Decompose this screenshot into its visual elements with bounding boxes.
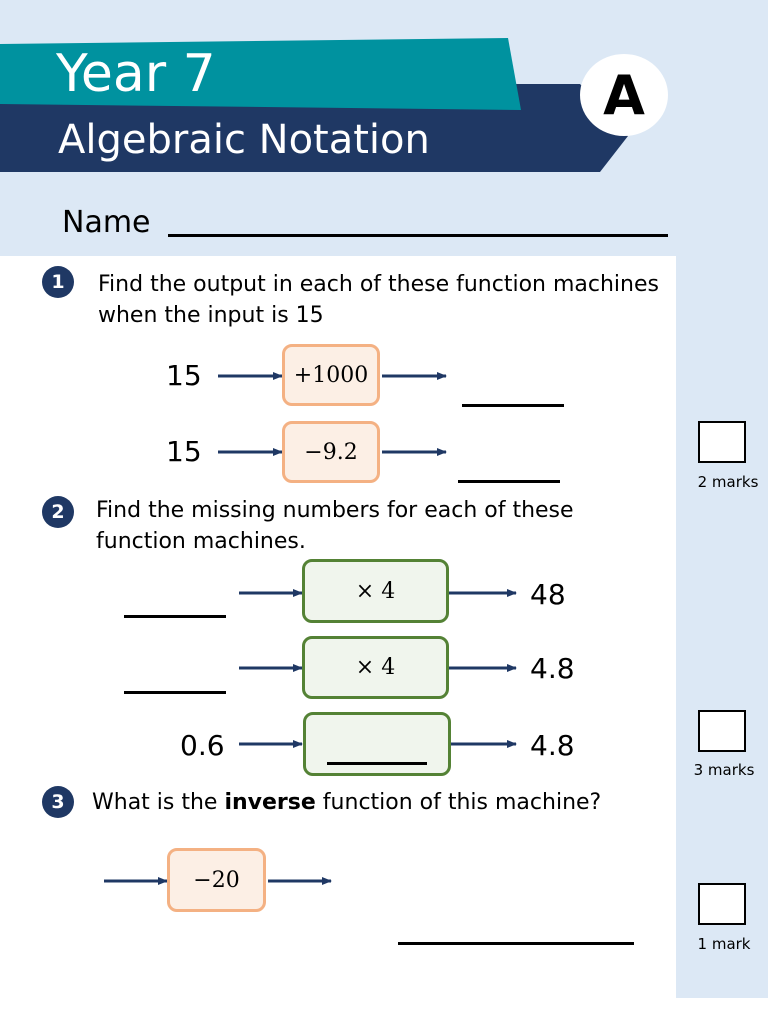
q2-m1-input-answer-line[interactable] — [124, 615, 226, 618]
q1-m1-operation-box: +1000 — [282, 344, 380, 406]
q1-m2-input: 15 — [166, 435, 202, 468]
name-input-line[interactable] — [168, 234, 668, 237]
q2-m2-operation-box: × 4 — [302, 636, 449, 699]
q1-marks-label: 2 marks — [697, 473, 759, 491]
q3-marks-label: 1 mark — [697, 935, 751, 953]
q1-m1-answer-line[interactable] — [462, 404, 564, 407]
page-title: Year 7 — [56, 44, 216, 104]
question-2-number: 2 — [42, 496, 74, 528]
question-2-text-line2: function machines. — [96, 529, 306, 554]
q3-operation-box: −20 — [167, 848, 266, 912]
q2-m1-output: 48 — [530, 578, 566, 611]
question-3-text-after: function of this machine? — [315, 790, 602, 815]
q1-m1-input: 15 — [166, 359, 202, 392]
question-1-number: 1 — [42, 266, 74, 298]
version-badge: A — [580, 54, 668, 136]
q2-m3-operation-answer-line[interactable] — [327, 762, 427, 765]
question-3-text — [92, 787, 601, 818]
q3-mark-box[interactable] — [698, 883, 746, 925]
question-1-text-line1: Find the output in each of these function machines — [98, 272, 659, 297]
question-3-text-bold: inverse — [224, 790, 316, 815]
question-3-number: 3 — [42, 786, 74, 818]
question-1-text-line2: when the input is 15 — [98, 303, 324, 328]
name-label: Name — [62, 205, 151, 240]
question-2-text-line1: Find the missing numbers for each of these — [96, 498, 574, 523]
q3-answer-line[interactable] — [398, 942, 634, 945]
q1-m2-operation-box: −9.2 — [282, 421, 380, 483]
q1-m2-answer-line[interactable] — [458, 480, 560, 483]
q2-m2-output: 4.8 — [530, 652, 575, 685]
q2-m3-operation-box — [303, 712, 451, 776]
q2-m3-output: 4.8 — [530, 729, 575, 762]
q1-mark-box[interactable] — [698, 421, 746, 463]
question-3-text-before: What is the — [92, 790, 225, 815]
q2-marks-label: 3 marks — [693, 761, 755, 779]
q2-m2-input-answer-line[interactable] — [124, 691, 226, 694]
q2-mark-box[interactable] — [698, 710, 746, 752]
q2-m1-operation-box: × 4 — [302, 559, 449, 623]
q2-m3-input: 0.6 — [180, 729, 225, 762]
topic-title: Algebraic Notation — [58, 117, 430, 163]
